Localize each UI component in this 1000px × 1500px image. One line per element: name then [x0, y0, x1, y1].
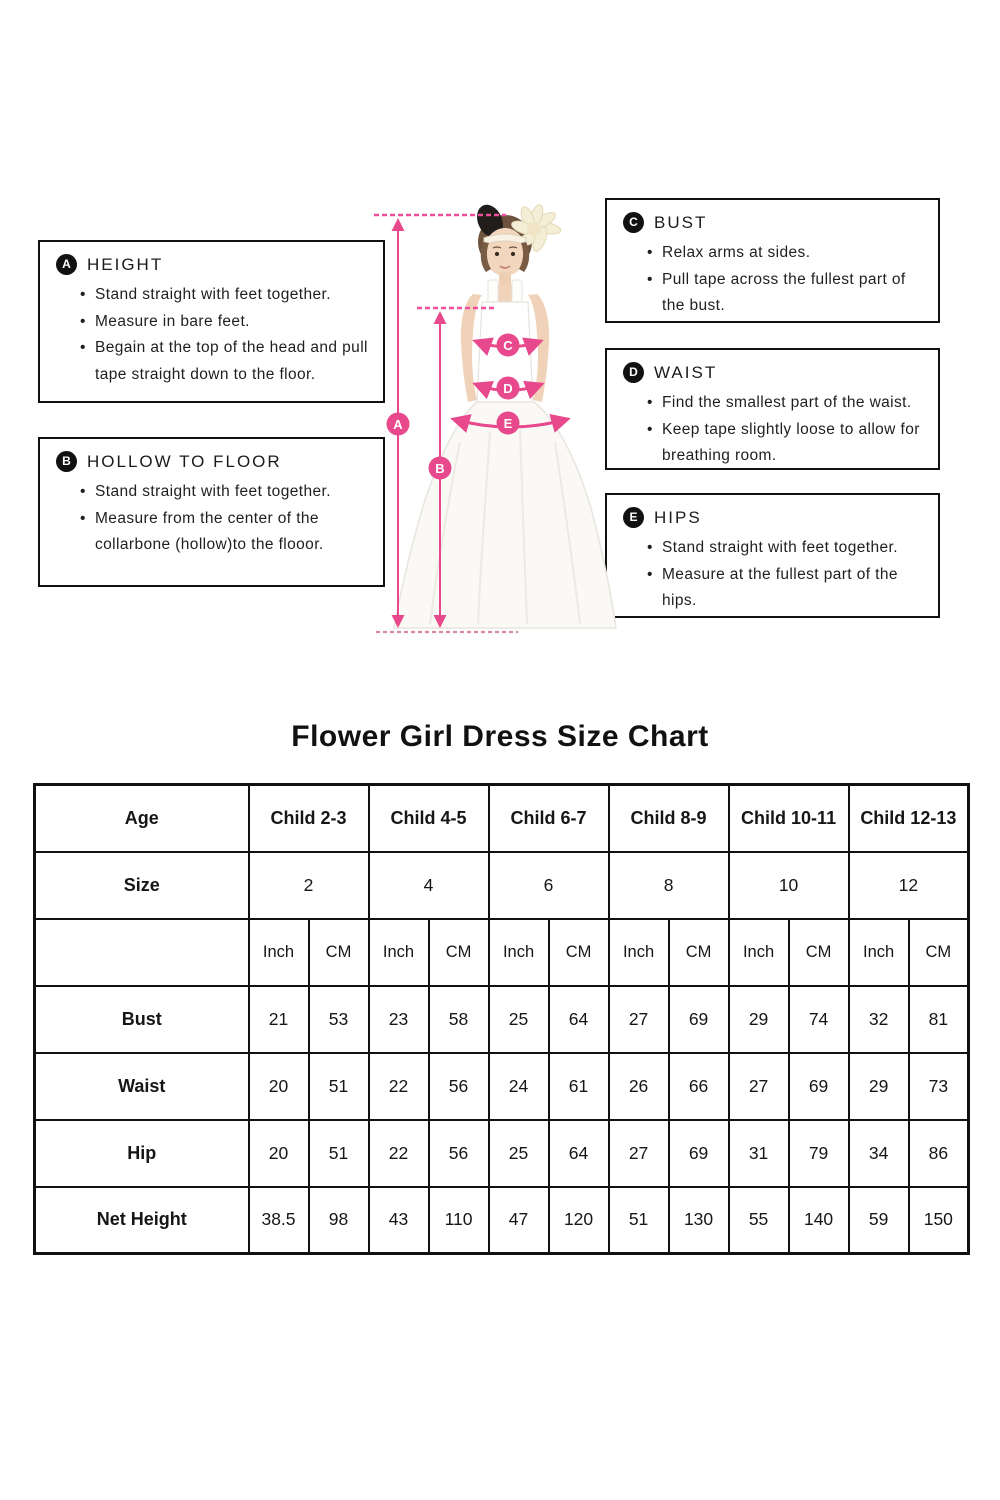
empty-corner-cell	[35, 919, 249, 986]
value-cell: 79	[789, 1120, 849, 1187]
girl-measurement-illustration	[360, 190, 650, 650]
marker-badge-d: D	[623, 362, 644, 383]
value-cell: 51	[609, 1187, 669, 1254]
measurement-row	[35, 1187, 969, 1254]
value-cell: 81	[909, 986, 969, 1053]
value-cell: 66	[669, 1053, 729, 1120]
value-cell: 21	[249, 986, 309, 1053]
value-cell: 51	[309, 1120, 369, 1187]
unit-cell: Inch	[729, 919, 789, 986]
age-header-cell: Child 8-9	[609, 785, 729, 852]
instruction-bullet: • Find the smallest part of the waist.	[647, 390, 928, 417]
measurement-row-label: Hip	[35, 1120, 249, 1187]
size-cell: 10	[729, 852, 849, 919]
value-cell: 38.5	[249, 1187, 309, 1254]
size-cell: 4	[369, 852, 489, 919]
measurement-row-label: Bust	[35, 986, 249, 1053]
instruction-box-height	[38, 240, 385, 403]
value-cell: 64	[549, 986, 609, 1053]
instruction-title-hips: HIPS	[654, 507, 702, 527]
instruction-list	[623, 535, 928, 615]
measurement-row	[35, 1053, 969, 1120]
value-cell: 74	[789, 986, 849, 1053]
unit-cell: CM	[669, 919, 729, 986]
marker-badge-b: B	[56, 451, 77, 472]
instruction-bullet: • Measure from the center of the collarbone (hollow)to the flooor.	[80, 506, 373, 559]
instruction-box-hips	[605, 493, 940, 618]
value-cell: 120	[549, 1187, 609, 1254]
value-cell: 69	[669, 986, 729, 1053]
value-cell: 56	[429, 1120, 489, 1187]
age-header-cell: Child 10-11	[729, 785, 849, 852]
value-cell: 27	[729, 1053, 789, 1120]
value-cell: 26	[609, 1053, 669, 1120]
size-row	[35, 852, 969, 919]
unit-cell: CM	[549, 919, 609, 986]
size-cell: 12	[849, 852, 969, 919]
units-row	[35, 919, 969, 986]
instruction-box-bust	[605, 198, 940, 323]
figure-marker-letter: C	[503, 338, 513, 353]
value-cell: 25	[489, 986, 549, 1053]
value-cell: 32	[849, 986, 909, 1053]
instruction-title-waist: WAIST	[654, 362, 718, 382]
value-cell: 24	[489, 1053, 549, 1120]
value-cell: 64	[549, 1120, 609, 1187]
value-cell: 22	[369, 1120, 429, 1187]
size-row-label: Size	[35, 852, 249, 919]
value-cell: 43	[369, 1187, 429, 1254]
value-cell: 34	[849, 1120, 909, 1187]
figure-marker-letter: B	[435, 461, 445, 476]
value-cell: 86	[909, 1120, 969, 1187]
unit-cell: Inch	[609, 919, 669, 986]
age-header-cell: Child 2-3	[249, 785, 369, 852]
chart-title: Flower Girl Dress Size Chart	[291, 720, 709, 753]
instruction-bullet: • Stand straight with feet together.	[80, 479, 373, 506]
instruction-bullet: • Stand straight with feet together.	[647, 535, 928, 562]
instruction-bullet: • Measure at the fullest part of the hips.	[647, 562, 928, 615]
instruction-bullet: • Begain at the top of the head and pull tape straight down to the floor.	[80, 335, 373, 388]
marker-badge-c: C	[623, 212, 644, 233]
value-cell: 27	[609, 986, 669, 1053]
instruction-title-height: HEIGHT	[87, 254, 164, 274]
value-cell: 130	[669, 1187, 729, 1254]
instruction-title-hollow: HOLLOW TO FLOOR	[87, 451, 282, 471]
value-cell: 69	[669, 1120, 729, 1187]
value-cell: 140	[789, 1187, 849, 1254]
value-cell: 58	[429, 986, 489, 1053]
age-row-label: Age	[35, 785, 249, 852]
unit-cell: CM	[789, 919, 849, 986]
size-cell: 2	[249, 852, 369, 919]
unit-cell: CM	[309, 919, 369, 986]
value-cell: 27	[609, 1120, 669, 1187]
value-cell: 23	[369, 986, 429, 1053]
age-header-cell: Child 6-7	[489, 785, 609, 852]
measurement-row-label: Waist	[35, 1053, 249, 1120]
value-cell: 25	[489, 1120, 549, 1187]
size-cell: 6	[489, 852, 609, 919]
value-cell: 73	[909, 1053, 969, 1120]
unit-cell: Inch	[849, 919, 909, 986]
unit-cell: Inch	[489, 919, 549, 986]
age-row	[35, 785, 969, 852]
measurement-row	[35, 986, 969, 1053]
value-cell: 47	[489, 1187, 549, 1254]
instruction-bullet: • Relax arms at sides.	[647, 240, 928, 267]
value-cell: 29	[729, 986, 789, 1053]
age-header-cell: Child 12-13	[849, 785, 969, 852]
figure-marker-letter: E	[503, 416, 513, 431]
measurement-row	[35, 1120, 969, 1187]
instruction-bullet: • Keep tape slightly loose to allow for breathing room.	[647, 417, 928, 470]
age-header-cell: Child 4-5	[369, 785, 489, 852]
value-cell: 20	[249, 1120, 309, 1187]
instruction-bullet: • Measure in bare feet.	[80, 309, 373, 336]
value-cell: 55	[729, 1187, 789, 1254]
value-cell: 150	[909, 1187, 969, 1254]
value-cell: 59	[849, 1187, 909, 1254]
instruction-list	[623, 240, 928, 320]
instruction-bullet: • Stand straight with feet together.	[80, 282, 373, 309]
unit-cell: Inch	[249, 919, 309, 986]
figure-marker-letter: A	[393, 417, 403, 432]
size-cell: 8	[609, 852, 729, 919]
marker-badge-e: E	[623, 507, 644, 528]
unit-cell: Inch	[369, 919, 429, 986]
value-cell: 51	[309, 1053, 369, 1120]
measurement-figure	[360, 190, 650, 650]
instruction-bullet: • Pull tape across the fullest part of the bust.	[647, 267, 928, 320]
instruction-box-waist	[605, 348, 940, 470]
value-cell: 110	[429, 1187, 489, 1254]
size-chart-table	[33, 783, 970, 1255]
instruction-list	[56, 479, 373, 559]
marker-badge-a: A	[56, 254, 77, 275]
value-cell: 29	[849, 1053, 909, 1120]
value-cell: 69	[789, 1053, 849, 1120]
value-cell: 53	[309, 986, 369, 1053]
value-cell: 61	[549, 1053, 609, 1120]
instruction-list	[623, 390, 928, 470]
value-cell: 31	[729, 1120, 789, 1187]
instruction-list	[56, 282, 373, 388]
value-cell: 98	[309, 1187, 369, 1254]
unit-cell: CM	[429, 919, 489, 986]
figure-marker-letter: D	[503, 381, 513, 396]
instruction-box-hollow-to-floor	[38, 437, 385, 587]
value-cell: 20	[249, 1053, 309, 1120]
instruction-title-bust: BUST	[654, 212, 708, 232]
value-cell: 22	[369, 1053, 429, 1120]
unit-cell: CM	[909, 919, 969, 986]
value-cell: 56	[429, 1053, 489, 1120]
measurement-row-label: Net Height	[35, 1187, 249, 1254]
